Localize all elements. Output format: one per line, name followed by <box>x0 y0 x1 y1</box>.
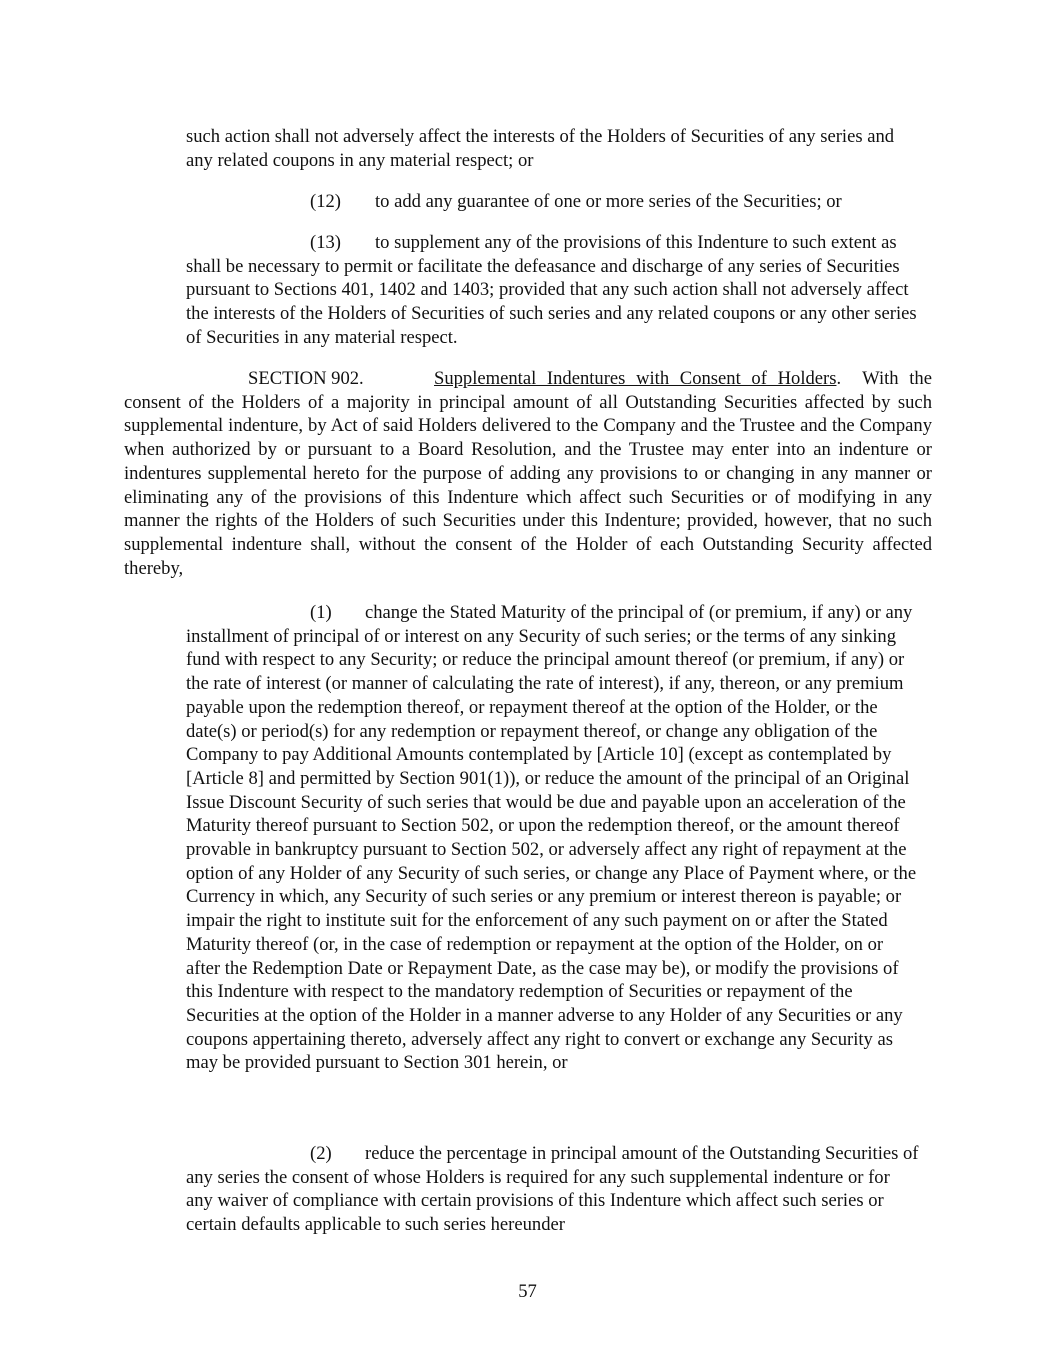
clause-1-number: (1) <box>310 602 332 623</box>
clause-12-text: to add any guarantee of one or more series of the Securities; or <box>375 191 842 212</box>
section-902-text: With the consent of the Holders of a majority in principal amount of all Outstanding Securities affected by such supplemental indenture, by Act of said Holders delivered to the Company and the Trustee and the Company when authorized by or pursuant to a Board Resolution, and the Trustee may enter into an indenture or indentures supplemental hereto for the purpose of adding any provisions to or changing in any manner or eliminating any of the provisions of this Indenture which affect such Securities or of modifying in any manner the rights of the Holders of such Securities under this Indenture; provided, however, that no such supplemental indenture shall, without the consent of the Holder of each Outstanding Security affected thereby, <box>124 368 932 579</box>
clause-12 <box>186 190 921 214</box>
section-902-title: Supplemental Indentures with Consent of Holders <box>434 368 837 389</box>
clause-12-number: (12) <box>310 191 341 212</box>
section-902-paragraph <box>124 367 932 580</box>
clause-13 <box>186 231 921 350</box>
clause-2 <box>186 1142 921 1237</box>
clause-1 <box>186 601 921 1075</box>
section-902-title-period: . <box>836 368 842 389</box>
clause-13-text: to supplement any of the provisions of this Indenture to such extent as shall be necessary to permit or facilitate the defeasance and discharge of any series of Securities pursuant to Sections 401, 1402 and 1403; provided that any such action shall not adversely affect the interests of the Holders of Securities of such series and any related coupons or any other series of Securities in any material respect. <box>186 232 917 348</box>
clause-13-number: (13) <box>310 232 341 253</box>
section-902-label: SECTION 902. <box>248 368 364 389</box>
continuation-paragraph: such action shall not adversely affect the interests of the Holders of Securities of any series and any related coupons in any material respect; or <box>186 126 895 171</box>
clause-2-text: reduce the percentage in principal amount of the Outstanding Securities of any series the consent of whose Holders is required for any such supplemental indenture or for any waiver of compliance with certain provisions of this Indenture which affect such series or certain defaults applicable to such series hereunder <box>186 1143 919 1236</box>
clause-1-text: change the Stated Maturity of the principal of (or premium, if any) or any installment of principal of or interest on any Security of such series; or the terms of any sinking fund with respect to any Security; or reduce the principal amount thereof (or premium, if any) or the rate of interest (or manner of calculating the rate of interest), if any, thereon, or any premium payable upon the redemption thereof, or repayment thereof at the option of the Holder, or the date(s) or period(s) for any redemption or repayment thereof, or change any obligation of the Company to pay Additional Amounts contemplated by [Article 10] (except as contemplated by [Article 8] and permitted by Section 901(1)), or reduce the amount of the principal of an Original Issue Discount Security of such series that would be due and payable upon an acceleration of the Maturity thereof pursuant to Section 502, or upon the redemption thereof, or the amount thereof provable in bankruptcy pursuant to Section 502, or adversely affect any right of repayment at the option of any Holder of any Security of such series, or change any Place of Payment where, or the Currency in which, any Security of such series or any premium or interest thereon is payable; or impair the right to institute suit for the enforcement of any such payment on or after the Stated Maturity thereof (or, in the case of redemption or repayment at the option of the Holder, on or after the Redemption Date or Repayment Date, as the case may be), or modify the provisions of this Indenture with respect to the mandatory redemption of Securities or repayment of the Securities at the option of the Holder in a manner adverse to any Holder of any Securities or any coupons appertaining thereto, adversely affect any right to convert or exchange any Security as may be provided pursuant to Section 301 herein, or <box>186 602 917 1074</box>
clause-2-number: (2) <box>310 1143 332 1164</box>
page-number: 57 <box>518 1281 537 1302</box>
